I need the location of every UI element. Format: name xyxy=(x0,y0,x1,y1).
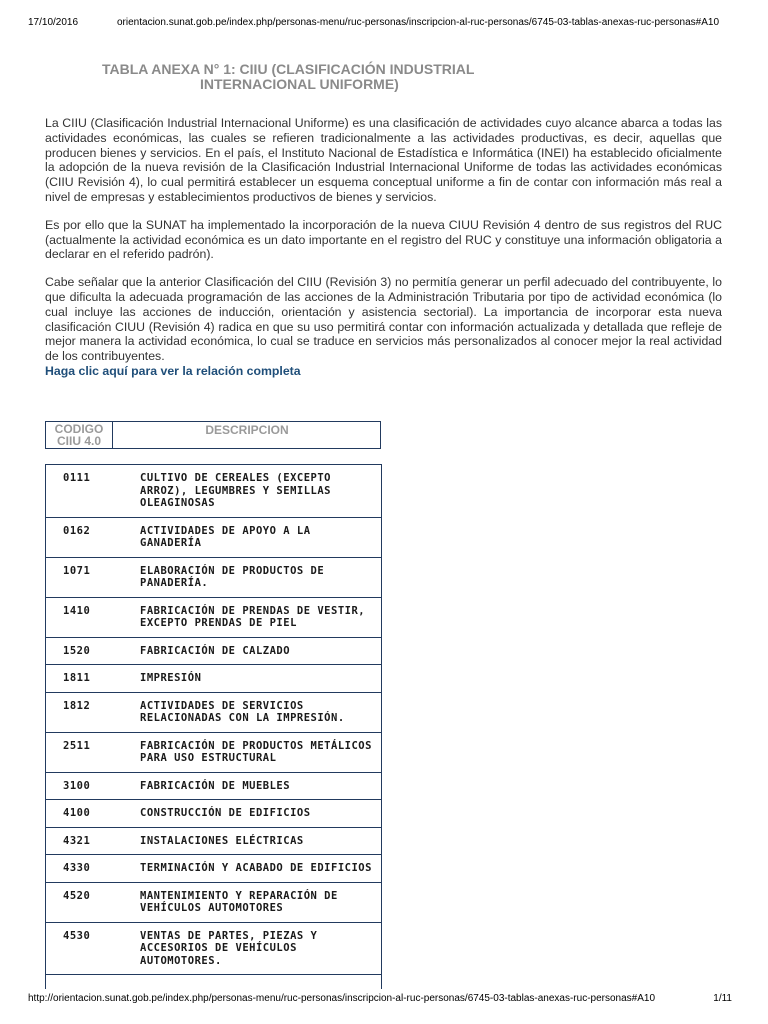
ciiu-description: CULTIVO DE CEREALES (EXCEPTO ARROZ), LEGUMBRES Y SEMILLAS OLEAGINOSAS xyxy=(140,472,332,509)
ciiu-code: 2511 xyxy=(63,739,91,752)
ciiu-description: VENTAS DE PARTES, PIEZAS Y ACCESORIOS DE VEHÍCULOS AUTOMOTORES. xyxy=(140,929,318,967)
table-row xyxy=(46,882,382,922)
table-row xyxy=(46,800,382,828)
print-date: 17/10/2016 xyxy=(28,17,79,28)
ciiu-code: 0111 xyxy=(63,472,91,484)
table-row xyxy=(46,827,382,855)
table-row xyxy=(46,557,382,597)
table-row xyxy=(46,665,382,693)
table-row xyxy=(46,465,382,518)
ciiu-code: 3100 xyxy=(63,779,91,792)
ciiu-description: FABRICACIÓN DE PRODUCTOS METÁLICOS PARA USO ESTRUCTURAL xyxy=(140,739,372,764)
intro-text xyxy=(45,116,722,377)
paragraph: Cabe señalar que la anterior Clasificación del CIIU (Revisión 3) no permitía generar un perfil adecuado del contribuyente, lo que dificulta la adecuada programación de las acciones de la Administración Tributaria por tipo de actividad económica (lo cual incluye las acciones de inducción, orientación y asistencia sectorial). La importancia de incorporar esta nueva clasificación CIUU (Revisión 4) radica en que su uso permitirá contar con información actualizada y detallada que refleje de mejor manera la actividad económica, lo cual se traduce en servicios más personalizados al conocer mejor la real actividad de los contribuyentes. xyxy=(45,275,722,364)
ciiu-code: 1811 xyxy=(63,672,91,684)
ciiu-description: FABRICACIÓN DE CALZADO xyxy=(140,644,291,657)
ciiu-code: 1410 xyxy=(63,604,91,617)
ciiu-code: 4530 xyxy=(63,929,91,942)
ciiu-code: 0162 xyxy=(63,524,91,537)
ciiu-description xyxy=(128,975,382,990)
table-row xyxy=(46,637,382,665)
ciiu-code: 4520 xyxy=(63,889,91,902)
print-url: orientacion.sunat.gob.pe/index.php/personas-menu/ruc-personas/inscripcion-al-ruc-personas/6745-03-tablas-anexas-ruc-personas#A10 xyxy=(117,17,720,28)
ciiu-table xyxy=(45,464,382,989)
ciiu-code: 4100 xyxy=(63,807,91,819)
table-row xyxy=(46,922,382,975)
ciiu-description: FABRICACIÓN DE PRENDAS DE VESTIR, EXCEPTO PRENDAS DE PIEL xyxy=(140,604,366,629)
table-row xyxy=(46,597,382,637)
ciiu-code: 4330 xyxy=(63,862,91,874)
page-number: 1/11 xyxy=(713,993,732,1004)
ciiu-description: CONSTRUCCIÓN DE EDIFICIOS xyxy=(140,807,311,819)
column-header-code xyxy=(46,422,113,448)
ciiu-description: FABRICACIÓN DE MUEBLES xyxy=(140,779,291,792)
ciiu-code: 1520 xyxy=(63,644,91,657)
ciiu-description: ACTIVIDADES DE APOYO A LA GANADERÍA xyxy=(140,524,311,549)
ciiu-code xyxy=(46,975,129,990)
title-line-1: TABLA ANEXA N° 1: CIIU (CLASIFICACIÓN INDUSTRIAL xyxy=(102,61,475,77)
ciiu-description: ELABORACIÓN DE PRODUCTOS DE PANADERÍA. xyxy=(140,564,325,589)
ciiu-code: 1812 xyxy=(63,699,91,712)
ciiu-description: MANTENIMIENTO Y REPARACIÓN DE VEHÍCULOS AUTOMOTORES xyxy=(140,889,338,914)
table-row xyxy=(46,772,382,800)
ciiu-description: ACTIVIDADES DE SERVICIOS RELACIONADAS CON LA IMPRESIÓN. xyxy=(140,699,345,724)
footer-url: http://orientacion.sunat.gob.pe/index.php/personas-menu/ruc-personas/inscripcion-al-ruc-personas/6745-03-tablas-anexas-ruc-personas#A10 xyxy=(28,993,656,1004)
table-row xyxy=(46,855,382,883)
table-row xyxy=(46,732,382,772)
page-title xyxy=(102,62,522,92)
table-header xyxy=(45,421,381,449)
code-header-line-2: CIIU 4.0 xyxy=(56,434,101,448)
table-row xyxy=(46,517,382,557)
paragraph: Es por ello que la SUNAT ha implementado la incorporación de la nueva CIUU Revisión 4 dentro de sus registros del RUC (actualmente la actividad económica es un dato importante en el registro del RUC y constituye una información obligatoria a declarar en el referido padrón). xyxy=(45,217,722,262)
ciiu-description: INSTALACIONES ELÉCTRICAS xyxy=(140,834,304,847)
ciiu-code: 1071 xyxy=(63,564,91,577)
ciiu-description: IMPRESIÓN xyxy=(140,672,202,684)
full-list-link[interactable]: Haga clic aquí para ver la relación completa xyxy=(45,364,301,378)
paragraph: La CIIU (Clasificación Industrial Internacional Uniforme) es una clasificación de actividades cuyo alcance abarca a todas las actividades económicas, las cuales se refieren tradicionalmente a las actividades productivas, es decir, aquellas que producen bienes y servicios. En el país, el Instituto Nacional de Estadística e Informática (INEI) ha establecido oficialmente la adopción de la nueva revisión de la Clasificación Industrial Internacional Uniforme de todas las actividades económicas (CIIU Revisión 4), lo cual permitirá establecer un esquema conceptual uniforme a fin de contar con información más real a nivel de empresas y establecimientos productivos de bienes y servicios. xyxy=(45,116,722,204)
table-row xyxy=(46,975,382,990)
code-header-line-1: CODIGO xyxy=(54,422,104,436)
ciiu-description: TERMINACIÓN Y ACABADO DE EDIFICIOS xyxy=(140,862,372,874)
table-row xyxy=(46,692,382,732)
title-line-2: INTERNACIONAL UNIFORME) xyxy=(200,76,399,92)
ciiu-code: 4321 xyxy=(63,834,91,847)
column-header-description: DESCRIPCION xyxy=(205,423,289,437)
